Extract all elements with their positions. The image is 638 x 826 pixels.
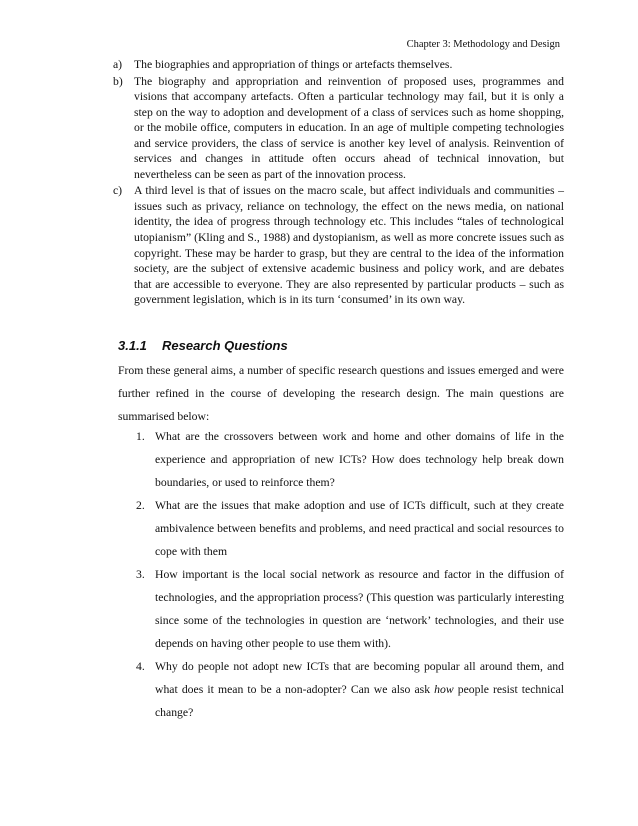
list-item	[136, 655, 564, 724]
list-marker: 1.	[136, 430, 145, 443]
section-number: 3.1.1	[118, 338, 147, 353]
list-marker: 4.	[136, 660, 145, 673]
section-title: Research Questions	[162, 338, 288, 353]
analysis-levels-list	[113, 57, 564, 309]
question-text-part: Why do people not adopt new ICTs that are becoming popular all around them, and what does it mean to be a non-adopter? Can we also ask	[155, 660, 564, 696]
list-item-text: The biography and appropriation and reinvention of proposed uses, programmes and visions that accompany artefacts. Often a particular technology may fail, but it is only a step on the way to adoption and development of a class of services such as home shopping, or the mobile office, computers in education. In an age of multiple competing technologies and service providers, the class of service is another key level of analysis. Reinvention of services and changes in attitude often occurs ahead of technical innovation, but nevertheless can be seen as part of the innovation process.	[134, 74, 564, 181]
question-text	[155, 660, 564, 719]
list-item	[113, 183, 564, 307]
list-marker: 2.	[136, 499, 145, 512]
list-marker: b)	[113, 74, 123, 88]
list-marker: 3.	[136, 568, 145, 581]
research-questions-list	[136, 425, 564, 724]
list-item	[136, 494, 564, 563]
list-item-text: The biographies and appropriation of things or artefacts themselves.	[134, 58, 453, 71]
list-item-text: A third level is that of issues on the macro scale, but affect individuals and communities – issues such as privacy, reliance on technology, the effect on the news media, on national identity, the idea of progress through technology etc. This includes “tales of technological utopianism” (Kling and S., 1988) and dystopianism, as well as more concrete issues such as copyright. These may be harder to grasp, but they are central to the idea of the information society, are the subject of extensive academic business and policy work, and are debates that are accessible to everyone. They are also represented by particular products – such as government legislation, which is in its turn ‘consumed’ in its own way.	[134, 184, 564, 307]
list-item	[113, 74, 564, 183]
section-intro-paragraph: From these general aims, a number of specific research questions and issues emerged and were further refined in the course of developing the research design. The main questions are summarised below:	[118, 364, 564, 423]
section-heading	[118, 337, 288, 355]
question-text: How important is the local social network as resource and factor in the diffusion of technologies, and the appropriation process? (This question was particularly interesting since some of the technologies in question are ‘network’ technologies, and their use depends on having other people to use them with).	[155, 568, 564, 650]
question-text-part: people resist technical change?	[155, 683, 564, 719]
list-item	[136, 563, 564, 655]
list-item	[113, 57, 564, 73]
running-header: Chapter 3: Methodology and Design	[406, 39, 560, 50]
list-item	[136, 425, 564, 494]
question-text: What are the issues that make adoption and use of ICTs difficult, such at they create ambivalence between benefits and problems, and need practical and social resources to cope with them	[155, 499, 564, 558]
emphasis-text: how	[434, 683, 454, 696]
list-marker: c)	[113, 184, 123, 198]
question-text: What are the crossovers between work and home and other domains of life in the experience and appropriation of new ICTs? How does technology help break down boundaries, or used to reinforce them?	[155, 430, 564, 489]
list-marker: a)	[113, 58, 123, 71]
